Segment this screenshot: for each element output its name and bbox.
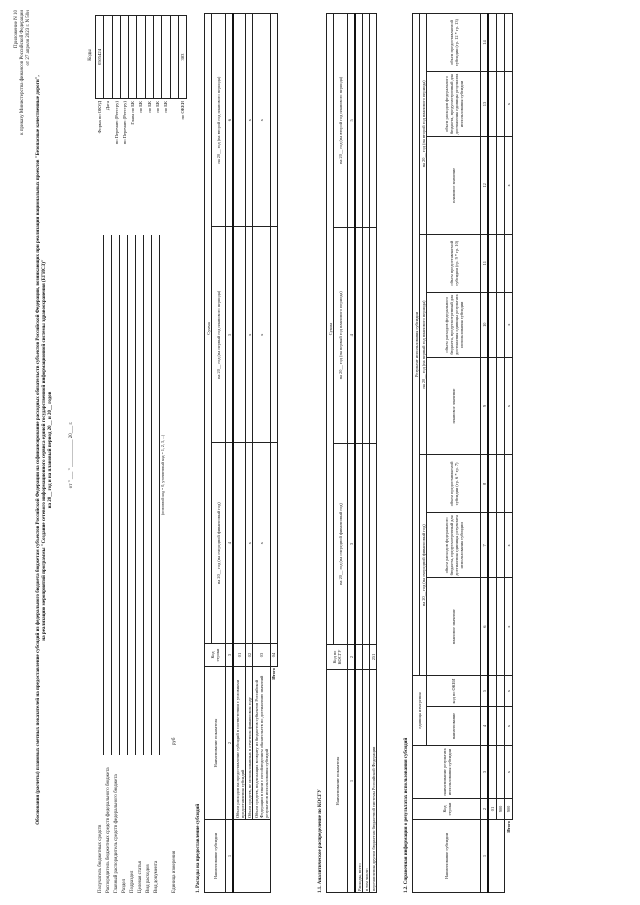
s12-col-amount: объем предоставляемой субсидии (гр. 9 * гр. 10) (427, 234, 481, 292)
section11-title: 1.1. Аналитическое распределение по КОСГУ (318, 789, 323, 893)
s12-cell (496, 234, 504, 292)
table-row: в том числе: (363, 670, 370, 893)
s1-row-code: 03 (253, 644, 270, 667)
table-row: перечисления другим бюджетам бюджетной системы Российской Федерации (370, 670, 377, 893)
meta-label-subsection: Подраздел (130, 870, 135, 893)
s1-col-num: 3 (226, 644, 234, 667)
s12-col-subsidy: Наименование субсидии (413, 820, 481, 893)
s11-col-year2: на 20__ год (на первый год планового периода) (334, 227, 348, 443)
s1-col-sum: Сумма (205, 14, 212, 644)
appendix-text: к приказу Министерства финансов Российской Федерации (20, 10, 25, 135)
code-value: 0505424 (96, 16, 104, 99)
s1-col-indicator: Наименование показателя (205, 667, 226, 820)
s11-cell (363, 645, 370, 670)
code-label: по БК (146, 101, 152, 113)
title-line-1: Обоснования (расчеты) плановых сметных показателей на предоставление субсидий из федерального бюджета бюджетам субъектов Российской Федерации на софинансирование расходных обязательств субъектов Российской Федерации, возникающих при реализации национальных проектов "Безопасные качественные дороги", (36, 75, 41, 825)
s12-col-num: 4 (481, 707, 489, 746)
s12-cell (496, 72, 504, 137)
s1-col-subsidy: Наименование субсидии (205, 820, 226, 893)
s11-cell (355, 645, 363, 670)
code-value (137, 16, 145, 99)
s12-x: x (504, 707, 512, 746)
s1-row-code: 01 (233, 644, 246, 667)
code-value (129, 16, 137, 99)
code-label: по БК (155, 101, 161, 113)
s12-col-unit-okei: код по ОКЕИ (427, 676, 481, 707)
s11-cell (355, 227, 363, 443)
s12-col-num: 13 (481, 72, 489, 137)
s12-col-num: 9 (481, 357, 489, 455)
code-value (170, 16, 178, 99)
document-date: от " ___ " ___________ 20___ г. (69, 421, 74, 489)
s1-row-value: x (253, 227, 270, 443)
s11-cell (363, 443, 370, 644)
s12-x: x (504, 676, 512, 707)
s12-cell (496, 357, 504, 455)
s1-col-num: 6 (226, 14, 234, 227)
s11-col-num: 3 (348, 443, 356, 644)
s1-col-num: 1 (226, 820, 234, 893)
s12-col-unit: единица измерения (413, 676, 427, 746)
s1-total-code: 04 (270, 644, 277, 667)
code-label: по БК (138, 101, 144, 113)
s1-row-code: 02 (246, 644, 253, 667)
code-label: по Перечню (Реестру) (121, 101, 127, 145)
s1-col-num: 2 (226, 667, 234, 820)
s12-cell (488, 578, 496, 676)
s12-cell (488, 676, 496, 707)
s12-col-unit-name: наименование (427, 707, 481, 746)
s12-x: x (504, 357, 512, 455)
s1-row-value: x (253, 14, 270, 227)
s12-total-code: 900 (504, 799, 512, 820)
meta-label-expense-type: Вид расходов (146, 864, 151, 893)
s1-row-value: x (246, 14, 253, 227)
s1-row-value (233, 443, 246, 644)
s1-row-value (233, 14, 246, 227)
s12-col-result: наименование результата использования субсидии (413, 746, 481, 799)
s1-col-year3: на 20__ год (на второй год планового периода) (212, 14, 226, 227)
code-value (120, 16, 128, 99)
meta-label-section: Раздел (122, 878, 127, 893)
title-line-2: на реализацию мероприятий программы "Создание сетевого информационного сервиса единой государственной информационной системы здравоохранения (ЕГИСЗ)" (41, 259, 47, 641)
s12-cell (496, 14, 504, 72)
s12-cell (488, 234, 496, 292)
s12-row-code: 900 (496, 799, 504, 820)
meta-label-target: Целевая статья (138, 861, 143, 893)
s11-col-year3: на 20__ год (на второй год планового периода) (334, 14, 348, 228)
code-label: Форма по ОКУД (97, 101, 102, 134)
s12-x: x (504, 292, 512, 357)
s11-col-year1: на 20__ год (на очередной финансовый год) (334, 443, 348, 644)
s1-row-value: x (246, 443, 253, 644)
s11-col-num: 4 (348, 227, 356, 443)
section1-title: 1. Расходы на предоставление субсидий (196, 803, 201, 893)
s12-col-num: 1 (481, 820, 489, 893)
code-label: Дата (105, 101, 111, 111)
codes-header: Коды (88, 49, 93, 61)
s12-cell (488, 746, 496, 799)
s1-total-value (270, 443, 277, 644)
s11-col-num: 2 (348, 645, 356, 670)
code-label: по БК (163, 101, 169, 113)
s12-cell (496, 676, 504, 707)
code-value (112, 16, 120, 99)
section12-table (412, 13, 513, 893)
doc-type-hint: (основной код = 0, уточненный код = 1, 2, 3, ...) (160, 434, 165, 516)
code-label: по ОКЕИ (179, 101, 185, 120)
s12-col-year1: на 20__ год (на очередной финансовый год) (420, 455, 427, 676)
s12-cell (496, 292, 504, 357)
table-row: Объем средств, не использованных в отчетном финансовом году (246, 667, 253, 820)
codes-table (95, 15, 187, 215)
s12-col-num: 6 (481, 578, 489, 676)
s1-col-year2: на 20__ год (на первый год планового периода) (212, 227, 226, 443)
s12-col-year2: на 20__ год (на первый год планового периода) (420, 234, 427, 455)
s1-row-value: x (246, 227, 253, 443)
s11-kosgu-code: 251 (370, 645, 377, 670)
s12-col-fed-budget: объем расходов федерального бюджета, предусмотренный для достижения единицы результата использования субсидии (427, 72, 481, 137)
s12-cell (488, 455, 496, 513)
code-value (104, 16, 112, 99)
s12-col-num: 10 (481, 292, 489, 357)
meta-label-chief-manager: Главный распорядитель средств федерального бюджета (114, 774, 119, 893)
unit-value: руб (172, 737, 177, 745)
s11-col-indicator: Наименование показателя (327, 670, 348, 893)
s12-col-amount: объем предоставляемой субсидии (гр. 12 * гр. 13) (427, 14, 481, 72)
s1-row-value: x (253, 443, 270, 644)
s12-col-num: 7 (481, 513, 489, 578)
code-label: Глава по БК (130, 101, 136, 125)
s12-col-num: 3 (481, 746, 489, 799)
s12-x: x (504, 513, 512, 578)
s12-col-plan: плановое значение (427, 578, 481, 676)
s12-col-year3: на 20__ год (на второй год планового периода) (420, 14, 427, 235)
code-label (170, 99, 178, 215)
s12-cell (496, 578, 504, 676)
s12-cell (496, 513, 504, 578)
s1-subsidy-cell (233, 820, 270, 893)
s12-cell (488, 14, 496, 72)
s11-col-kosgu: Код по КОСГУ (327, 645, 348, 670)
s11-cell (363, 227, 370, 443)
s1-total-value (270, 227, 277, 443)
s1-row-value (233, 227, 246, 443)
s11-col-sum: Сумма (327, 14, 334, 645)
s12-cell (488, 72, 496, 137)
s12-col-plan: плановое значение (427, 137, 481, 235)
s12-subsidy-cell (488, 820, 504, 893)
s12-x: x (504, 746, 512, 799)
code-value (145, 16, 153, 99)
s1-col-year1: на 20__ год (на очередной финансовый год) (212, 443, 226, 644)
s12-cell (504, 455, 512, 513)
appendix-date: от 27 апреля 2023 г. N 50н (26, 10, 31, 66)
s12-col-num: 14 (481, 14, 489, 72)
s12-cell (488, 707, 496, 746)
s11-cell (355, 14, 363, 228)
code-label: по Перечню (Реестру) (113, 101, 119, 145)
s1-col-code: Код строки (205, 644, 226, 667)
s12-col-num: 12 (481, 137, 489, 235)
s12-col-plan: плановое значение (427, 357, 481, 455)
s12-cell (488, 137, 496, 235)
s1-total-label: Итого (270, 667, 277, 893)
s12-cell (504, 234, 512, 292)
s12-row-code: 01 (488, 799, 496, 820)
s12-cell (496, 707, 504, 746)
s12-col-results-header: Результат использования субсидии (413, 14, 420, 676)
s12-x: x (504, 578, 512, 676)
code-value (154, 16, 162, 99)
appendix-number: Приложение N 10 (14, 10, 19, 48)
s12-col-num: 5 (481, 676, 489, 707)
s11-cell (370, 14, 377, 228)
title-line-3: на 20__ год и на плановый период 20__ и 20__ годов (47, 391, 53, 509)
s12-x: x (504, 72, 512, 137)
s12-col-fed-budget: объем расходов федерального бюджета, предусмотренный для достижения единицы результата использования субсидии (427, 292, 481, 357)
s12-col-code: Код строки (413, 799, 481, 820)
section1-table (204, 13, 278, 893)
s12-col-num: 8 (481, 455, 489, 513)
s12-total-label: Итого (504, 820, 512, 893)
s11-cell (370, 227, 377, 443)
section11-table (326, 13, 377, 893)
table-row: Объем расходов на предоставление субсидий в соответствии с условиями предоставления субсидий (233, 667, 246, 820)
code-value: 383 (178, 16, 186, 99)
s12-x: x (504, 137, 512, 235)
unit-label: Единица измерения (172, 850, 177, 893)
s11-cell (370, 443, 377, 644)
s1-col-num: 5 (226, 227, 234, 443)
s11-col-num: 5 (348, 14, 356, 228)
table-row: Расходы, всего (355, 670, 363, 893)
s12-cell (504, 14, 512, 72)
s12-cell (488, 357, 496, 455)
meta-label-doc-type: Вид документа (154, 860, 159, 893)
s1-total-value (270, 14, 277, 227)
s11-cell (363, 14, 370, 228)
s12-col-amount: объем предоставляемой субсидии (гр. 6 * гр. 7) (427, 455, 481, 513)
s1-col-num: 4 (226, 443, 234, 644)
s12-cell (488, 292, 496, 357)
s12-col-num: 2 (481, 799, 489, 820)
s12-col-num: 11 (481, 234, 489, 292)
meta-label-recipient: Получатель бюджетных средств (98, 824, 103, 893)
section12-title: 1.2. Справочная информация о результатах использования субсидий (404, 737, 409, 893)
s12-cell (496, 137, 504, 235)
s11-cell (355, 443, 363, 644)
table-row: Объем средств, подлежащих возврату из бюджетов субъектов Российской Федерации в связи с несоблюдением обязательств по достижению значений результатов использования субсидий (253, 667, 270, 820)
meta-label-manager: Распорядитель бюджетных средств федерального бюджета (106, 767, 111, 893)
s12-cell (488, 513, 496, 578)
document-title (36, 55, 53, 845)
s12-cell (496, 455, 504, 513)
s11-col-num: 1 (348, 670, 356, 893)
code-value (162, 16, 170, 99)
s12-cell (496, 746, 504, 799)
s12-col-fed-budget: объем расходов федерального бюджета, предусмотренный для достижения единицы результата использования субсидии (427, 513, 481, 578)
